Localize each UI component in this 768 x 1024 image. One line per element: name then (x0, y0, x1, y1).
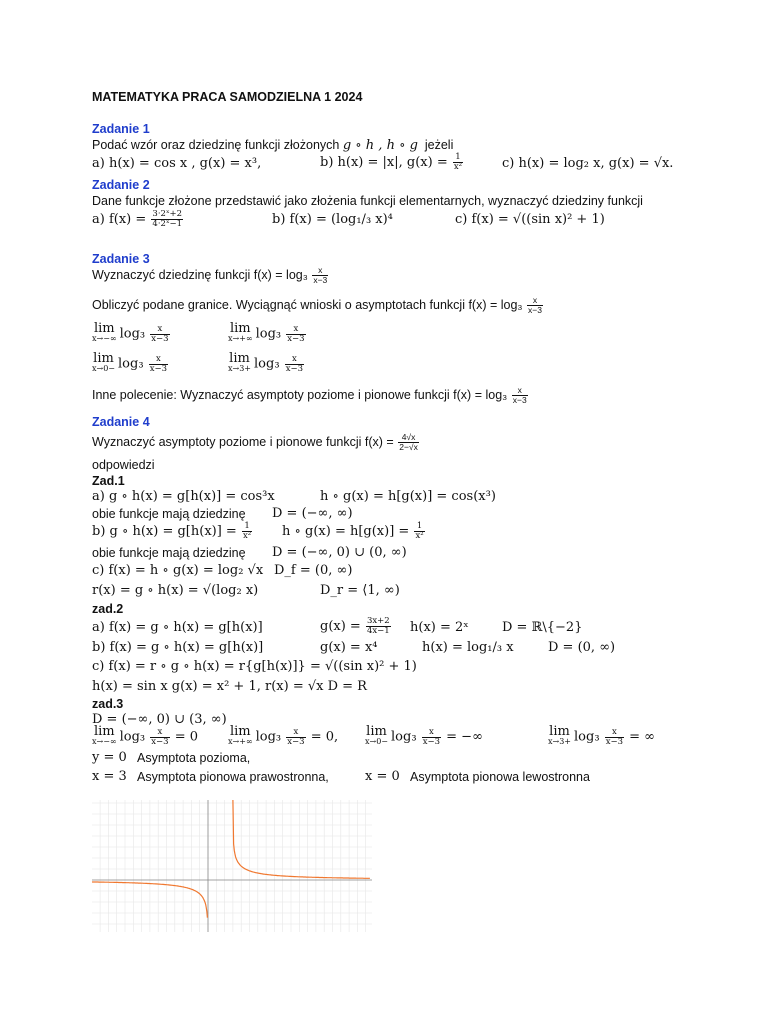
zad2-c2: h(x) = sin x g(x) = x² + 1, r(x) = √x D = R (92, 679, 367, 694)
task1-a: a) h(x) = cos x , g(x) = x³, (92, 156, 262, 171)
frac-num: 1 (414, 522, 424, 532)
frac-den: x−3 (285, 363, 304, 374)
frac-den: x−3 (151, 333, 169, 344)
zad2-a4: D = ℝ\{−2} (502, 620, 583, 635)
zad1-dom-b: D = (−∞, 0) ∪ (0, ∞) (272, 545, 407, 560)
frac-num: x (150, 325, 169, 335)
zad1-dom-text-b: obie funkcje mają dziedzinę (92, 546, 246, 560)
lim-sub: x→+∞ (228, 737, 253, 746)
asym-x3: x = 3 (92, 769, 127, 784)
frac-num: x (285, 355, 304, 365)
zad2-a1: a) f(x) = g ∘ h(x) = g[h(x)] (92, 620, 263, 635)
frac-den: x² (453, 162, 463, 172)
frac-num: x (605, 728, 624, 738)
task1-text (92, 137, 453, 154)
limit-result: = 0 (174, 729, 199, 745)
task3-other (92, 386, 529, 405)
task2-a-fraction (151, 210, 183, 229)
frac-den: x−3 (422, 736, 441, 747)
zad3-limit-1 (92, 724, 199, 747)
zad3-limit-2 (228, 724, 339, 747)
limit-fraction (422, 728, 441, 747)
frac-num: x (286, 325, 305, 335)
zad2-c1: c) f(x) = r ∘ g ∘ h(x) = r{g[h(x)]} = √((sin x)² + 1) (92, 659, 417, 674)
limit-plus-inf (228, 321, 307, 344)
task1-b-fraction (453, 153, 463, 172)
zad1-b2 (282, 522, 426, 541)
limit-fraction (149, 355, 168, 374)
limit-minus-inf (92, 321, 171, 344)
zad2-b1: b) f(x) = g ∘ h(x) = g[h(x)] (92, 640, 264, 655)
zad2-a2-text: g(x) = (320, 619, 361, 634)
limit-result: = 0, (310, 729, 339, 745)
frac-den: x² (242, 531, 252, 541)
zad1-b2-fraction (414, 522, 424, 541)
zad1-b1 (92, 522, 253, 541)
function-graph (92, 800, 372, 932)
task1-heading: Zadanie 1 (92, 122, 150, 136)
task4-text (92, 433, 420, 452)
asym-x0-text: Asymptota pionowa lewostronna (410, 770, 590, 784)
frac-den: x−3 (313, 275, 328, 285)
lim-sub: x→−∞ (92, 334, 117, 343)
limit-fraction (150, 325, 169, 344)
task1-c: c) h(x) = log₂ x, g(x) = √x. (502, 156, 674, 171)
frac-num: x (312, 266, 328, 276)
limit-fraction (150, 728, 169, 747)
answers-zad3: zad.3 (92, 697, 124, 711)
task3-text1-body: Wyznaczyć dziedzinę funkcji f(x) = log₃ (92, 267, 308, 282)
frac-den: 4·2ˣ−1 (152, 219, 183, 229)
zad2-a2 (320, 617, 392, 636)
task3-text1 (92, 266, 329, 285)
log3: log₃ (254, 356, 280, 372)
task2-heading: Zadanie 2 (92, 178, 150, 192)
lim-operator: lim x→+∞ (228, 724, 253, 746)
task2-a-pre: a) f(x) = (92, 212, 147, 227)
task3-fraction (527, 296, 543, 315)
task4-fraction (398, 433, 419, 452)
limit-zero-minus (92, 351, 169, 374)
zad3-limit-4 (548, 724, 656, 747)
zad1-b1-text: b) g ∘ h(x) = g[h(x)] = (92, 524, 237, 539)
frac-den: x−3 (149, 363, 168, 374)
limit-fraction (286, 728, 305, 747)
lim-operator: lim x→0− (92, 351, 116, 373)
frac-num: x (512, 386, 528, 396)
frac-den: x−3 (287, 333, 305, 344)
frac-den: x−3 (605, 736, 624, 747)
frac-den: x−3 (287, 736, 305, 747)
document-title: MATEMATYKA PRACA SAMODZIELNA 1 2024 (92, 90, 363, 104)
log3: log₃ (119, 326, 146, 342)
task3-heading: Zadanie 3 (92, 252, 150, 266)
lim-sub: x→0− (365, 737, 389, 746)
answers-zad1: Zad.1 (92, 474, 125, 488)
zad1-a1: a) g ∘ h(x) = g[h(x)] = cos³x (92, 489, 275, 504)
answers-label: odpowiedzi (92, 458, 155, 472)
log3: log₃ (574, 729, 600, 745)
task3-other-body: Inne polecenie: Wyznaczyć asymptoty poziome i pionowe funkcji f(x) = log₃ (92, 387, 508, 402)
lim-operator: lim x→+∞ (228, 321, 253, 343)
log3: log₃ (255, 729, 282, 745)
asym-x3-text: Asymptota pionowa prawostronna, (137, 770, 329, 784)
frac-num: x (150, 728, 169, 738)
task3-text2 (92, 296, 544, 315)
frac-den: x−3 (151, 736, 169, 747)
log3: log₃ (255, 326, 282, 342)
frac-den: x−3 (528, 305, 542, 315)
frac-num: x (149, 355, 168, 365)
zad3-limit-3 (365, 724, 483, 747)
task3-fraction (312, 266, 328, 285)
task2-a (92, 210, 184, 229)
limit-fraction (605, 728, 624, 747)
task2-c: c) f(x) = √((sin x)² + 1) (455, 212, 605, 227)
frac-num: 3·2ˣ+2 (152, 209, 183, 219)
lim-sub: x→3+ (548, 737, 572, 746)
log3: log₃ (119, 729, 146, 745)
frac-num: 4√x (398, 433, 419, 443)
frac-num: x (286, 728, 305, 738)
task1-jezeli: jeżeli (424, 138, 454, 152)
zad1-c2: r(x) = g ∘ h(x) = √(log₂ x) (92, 583, 259, 598)
zad1-dom-a: D = (−∞, ∞) (272, 506, 353, 521)
lim-sub: x→3+ (228, 364, 252, 373)
zad1-a2: h ∘ g(x) = h[g(x)] = cos(x³) (320, 489, 496, 504)
lim-sub: x→0− (92, 364, 116, 373)
task1-b (320, 153, 464, 172)
task3-text2-body: Obliczyć podane granice. Wyciągnąć wnioski o asymptotach funkcji f(x) = log₃ (92, 297, 523, 312)
limit-three-plus (228, 351, 305, 374)
frac-den: x−3 (512, 395, 527, 405)
lim-operator: lim x→−∞ (92, 321, 117, 343)
lim-operator: lim x→0− (365, 724, 389, 746)
zad1-b2-text: h ∘ g(x) = h[g(x)] = (282, 524, 410, 539)
lim-sub: x→+∞ (228, 334, 253, 343)
task2-b: b) f(x) = (log₁/₃ x)⁴ (272, 212, 393, 227)
log3: log₃ (391, 729, 417, 745)
task1-ops: g ∘ h , h ∘ g (342, 138, 418, 153)
limit-fraction (286, 325, 305, 344)
limit-fraction (285, 355, 304, 374)
zad1-c1: c) f(x) = h ∘ g(x) = log₂ √x (92, 563, 264, 578)
zad2-b2: g(x) = x⁴ (320, 640, 378, 655)
frac-num: x (527, 296, 543, 306)
asym-y0: y = 0 (92, 750, 127, 765)
frac-num: 1 (453, 153, 463, 163)
frac-num: 3x+2 (366, 616, 390, 626)
frac-den: 4x−1 (366, 626, 390, 636)
zad1-b1-fraction (242, 522, 252, 541)
lim-operator: lim x→3+ (548, 724, 572, 746)
frac-den: x² (415, 531, 424, 541)
lim-operator: lim x→3+ (228, 351, 252, 373)
zad1-c1-domain: D_f = (0, ∞) (274, 563, 353, 578)
answers-zad2: zad.2 (92, 602, 124, 616)
frac-num: x (422, 728, 441, 738)
task3-fraction (512, 386, 528, 405)
asym-y0-text: Asymptota pozioma, (137, 751, 251, 765)
zad1-dom-text: obie funkcje mają dziedzinę (92, 507, 246, 521)
zad2-b4: D = (0, ∞) (548, 640, 616, 655)
frac-num: 1 (242, 522, 252, 532)
asym-x0: x = 0 (365, 769, 400, 784)
limit-result: = ∞ (629, 729, 656, 745)
frac-den: 2−√x (399, 442, 418, 452)
lim-operator: lim x→−∞ (92, 724, 117, 746)
zad2-a-fraction (366, 617, 391, 636)
lim-sub: x→−∞ (92, 737, 117, 746)
task4-heading: Zadanie 4 (92, 415, 150, 429)
zad2-a3: h(x) = 2ˣ (410, 620, 469, 635)
limit-result: = −∞ (446, 729, 483, 745)
log3: log₃ (118, 356, 144, 372)
task2-text: Dane funkcje złożone przedstawić jako złożenia funkcji elementarnych, wyznaczyć dziedziny funkcji (92, 194, 643, 208)
task1-b-pre: b) h(x) = |x|, g(x) = (320, 155, 448, 170)
graph-grid (92, 800, 372, 932)
zad2-b3: h(x) = log₁/₃ x (422, 640, 514, 655)
zad3-domain: D = (−∞, 0) ∪ (3, ∞) (92, 712, 227, 727)
task1-text-body: Podać wzór oraz dziedzinę funkcji złożonych (92, 138, 340, 152)
zad1-c2-domain: D_r = ⟨1, ∞) (320, 583, 400, 598)
task4-text-body: Wyznaczyć asymptoty poziome i pionowe funkcji f(x) = (92, 434, 394, 449)
